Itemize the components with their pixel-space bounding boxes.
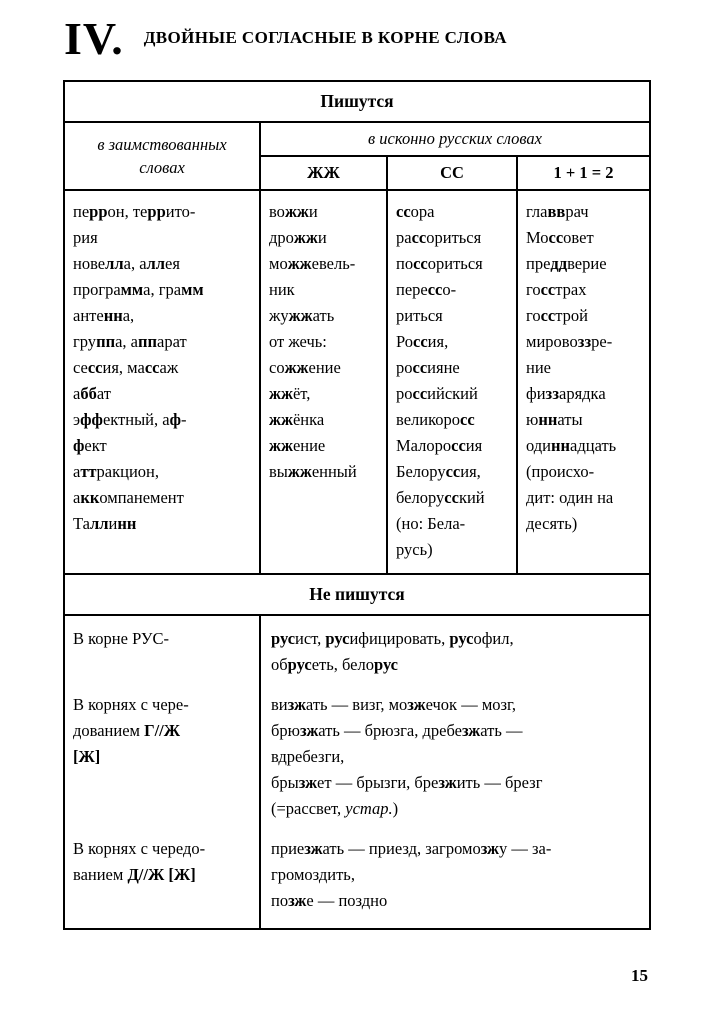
text-line: обрусеть, белорус	[271, 655, 399, 674]
text-line: В корне РУС-	[73, 629, 170, 648]
text-line: (но: Бела-	[396, 514, 466, 533]
text-line: визжать — визг, мозжечок — мозг,	[271, 695, 517, 714]
text-line: громоздить,	[271, 865, 355, 884]
page-number: 15	[631, 966, 648, 985]
text-line: аттракцион,	[73, 462, 160, 481]
text-line: эффектный, аф-	[73, 410, 187, 429]
one-plus-one-words-cell	[517, 190, 650, 574]
text-line: ссора	[396, 202, 435, 221]
text-line: риться	[396, 306, 443, 325]
not-written-group-d-zh	[64, 836, 650, 929]
text-line: программа, грамм	[73, 280, 204, 299]
text-line: русь)	[396, 540, 433, 559]
rule-examples-cell	[260, 692, 650, 836]
text-line: ние	[526, 358, 551, 377]
borrowed-words-cell	[64, 190, 260, 574]
text-line: жжёт,	[269, 384, 311, 403]
text-line: юннаты	[526, 410, 583, 429]
written-header-row	[64, 81, 650, 122]
zhzh-words-cell	[260, 190, 387, 574]
text-line: дованием Г//Ж	[73, 721, 181, 740]
text-line: ник	[269, 280, 295, 299]
text-line: брюзжать — брюзга, дребезжать —	[271, 721, 523, 740]
text-line: мировоззре-	[526, 332, 613, 351]
text-line: сессия, массаж	[73, 358, 179, 377]
rule-examples-cell	[260, 615, 650, 692]
not-written-header: Не пишутся	[64, 574, 650, 615]
text-line: русист, русифицировать, русофил,	[271, 629, 514, 648]
text-line: дит: один на	[526, 488, 614, 507]
text-line: дрожжи	[269, 228, 327, 247]
text-line: великоросс	[396, 410, 475, 429]
native-words-header: в исконно русских словах	[260, 122, 650, 156]
text-line: жжение	[269, 436, 326, 455]
text-line: госстрой	[526, 306, 589, 325]
text-line: перрон, террито-	[73, 202, 196, 221]
text-line: жужжать	[269, 306, 335, 325]
not-written-header-row	[64, 574, 650, 615]
rule-label-cell	[64, 836, 260, 929]
page-header	[64, 13, 507, 64]
text-line: В корнях с чере-	[73, 695, 189, 714]
text-line: рассориться	[396, 228, 482, 247]
text-line: вожжи	[269, 202, 318, 221]
text-line: преддверие	[526, 254, 607, 273]
text-line: поссориться	[396, 254, 483, 273]
written-examples-row	[64, 190, 650, 574]
text-line: российский	[396, 384, 478, 403]
text-line: вдребезги,	[271, 747, 345, 766]
text-line: аббат	[73, 384, 111, 403]
text-line: от жечь:	[269, 332, 327, 351]
text-line: белорусский	[396, 488, 485, 507]
text-line: (=рассвет, устар.)	[271, 799, 399, 818]
not-written-group-g-zh	[64, 692, 650, 836]
subheader-ss: СС	[387, 156, 517, 190]
text-line: физзарядка	[526, 384, 606, 403]
text-line: Таллинн	[73, 514, 137, 533]
text-line: одиннадцать	[526, 436, 617, 455]
text-line: перессо-	[396, 280, 457, 299]
text-line: В корнях с чередо-	[73, 839, 206, 858]
borrowed-words-header: в заимствованных словах	[64, 122, 260, 190]
text-line: аккомпанемент	[73, 488, 184, 507]
written-header: Пишутся	[64, 81, 650, 122]
text-line: антенна,	[73, 306, 135, 325]
text-line: новелла, аллея	[73, 254, 180, 273]
text-line: выжженный	[269, 462, 357, 481]
text-line: Моссовет	[526, 228, 594, 247]
text-line: рия	[73, 228, 98, 247]
text-line: брызжет — брызги, брезжить — брезг	[271, 773, 543, 792]
text-line: [Ж]	[73, 747, 101, 766]
text-line: Белоруссия,	[396, 462, 481, 481]
text-line: десять)	[526, 514, 578, 533]
text-line: россияне	[396, 358, 460, 377]
text-line: (происхо-	[526, 462, 595, 481]
text-line: сожжение	[269, 358, 341, 377]
not-written-group-rus	[64, 615, 650, 692]
text-line: ванием Д//Ж [Ж]	[73, 865, 196, 884]
subheader-zhzh: ЖЖ	[260, 156, 387, 190]
rule-label-cell	[64, 692, 260, 836]
section-numeral: IV.	[64, 13, 124, 64]
text-line: Россия,	[396, 332, 449, 351]
text-line: главврач	[526, 202, 589, 221]
text-line: приезжать — приезд, загромозжу — за-	[271, 839, 552, 858]
double-consonants-table	[63, 80, 651, 930]
text-line: группа, аппарат	[73, 332, 187, 351]
column-group-header-row	[64, 122, 650, 156]
text-line: госстрах	[526, 280, 587, 299]
text-line: жжёнка	[269, 410, 325, 429]
text-line: Малороссия	[396, 436, 483, 455]
ss-words-cell	[387, 190, 517, 574]
text-line: фект	[73, 436, 107, 455]
subheader-one-plus-one: 1 + 1 = 2	[517, 156, 650, 190]
rule-label-cell	[64, 615, 260, 692]
rule-examples-cell	[260, 836, 650, 929]
page-title: ДВОЙНЫЕ СОГЛАСНЫЕ В КОРНЕ СЛОВА	[143, 28, 507, 47]
text-line: можжевель-	[269, 254, 356, 273]
text-line: позже — поздно	[271, 891, 388, 910]
